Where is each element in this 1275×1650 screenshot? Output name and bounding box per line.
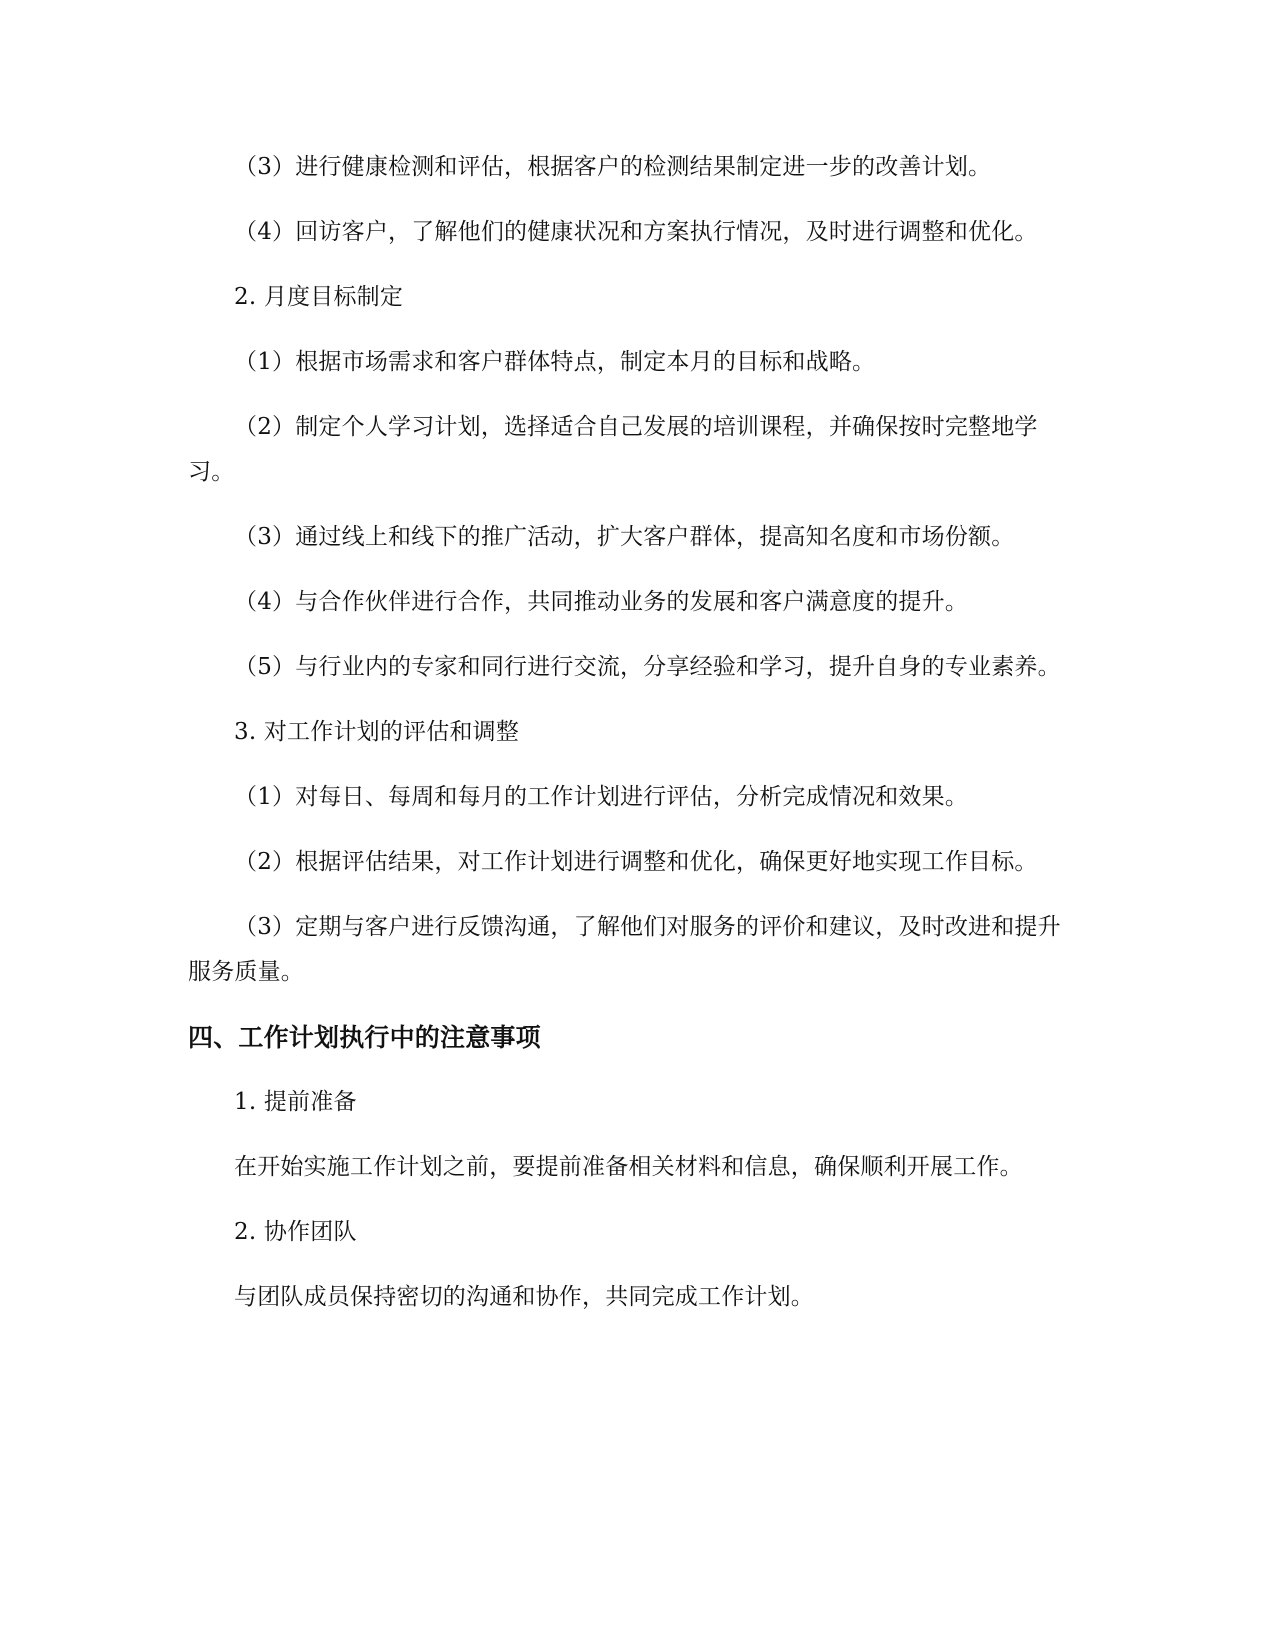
- document-body: [188, 145, 1073, 1340]
- paragraph-eval-3: （3）定期与客户进行反馈沟通，了解他们对服务的评价和建议，及时改进和提升服务质量。: [188, 914, 1061, 985]
- paragraph-team: 与团队成员保持密切的沟通和协作，共同完成工作计划。: [234, 1284, 814, 1310]
- paragraph-monthly-4: （4）与合作伙伴进行合作，共同推动业务的发展和客户满意度的提升。: [234, 589, 969, 615]
- paragraph-3-health-check: （3）进行健康检测和评估，根据客户的检测结果制定进一步的改善计划。: [234, 154, 992, 180]
- subheading-evaluation: 3. 对工作计划的评估和调整: [234, 719, 520, 745]
- subheading-team: 2. 协作团队: [234, 1219, 357, 1245]
- paragraph-preparation: 在开始实施工作计划之前，要提前准备相关材料和信息，确保顺利开展工作。: [234, 1154, 1023, 1180]
- paragraph-4-follow-up: （4）回访客户，了解他们的健康状况和方案执行情况，及时进行调整和优化。: [234, 219, 1038, 245]
- section-heading-notes: 四、工作计划执行中的注意事项: [188, 1023, 541, 1052]
- paragraph-eval-2: （2）根据评估结果，对工作计划进行调整和优化，确保更好地实现工作目标。: [234, 849, 1038, 875]
- paragraph-monthly-5: （5）与行业内的专家和同行进行交流，分享经验和学习，提升自身的专业素养。: [234, 654, 1061, 680]
- subheading-preparation: 1. 提前准备: [234, 1089, 357, 1115]
- paragraph-monthly-3: （3）通过线上和线下的推广活动，扩大客户群体，提高知名度和市场份额。: [234, 524, 1015, 550]
- paragraph-eval-1: （1）对每日、每周和每月的工作计划进行评估，分析完成情况和效果。: [234, 784, 969, 810]
- paragraph-monthly-2: （2）制定个人学习计划，选择适合自己发展的培训课程，并确保按时完整地学习。: [188, 414, 1038, 485]
- subheading-monthly-goals: 2. 月度目标制定: [234, 284, 404, 310]
- paragraph-monthly-1: （1）根据市场需求和客户群体特点，制定本月的目标和战略。: [234, 349, 876, 375]
